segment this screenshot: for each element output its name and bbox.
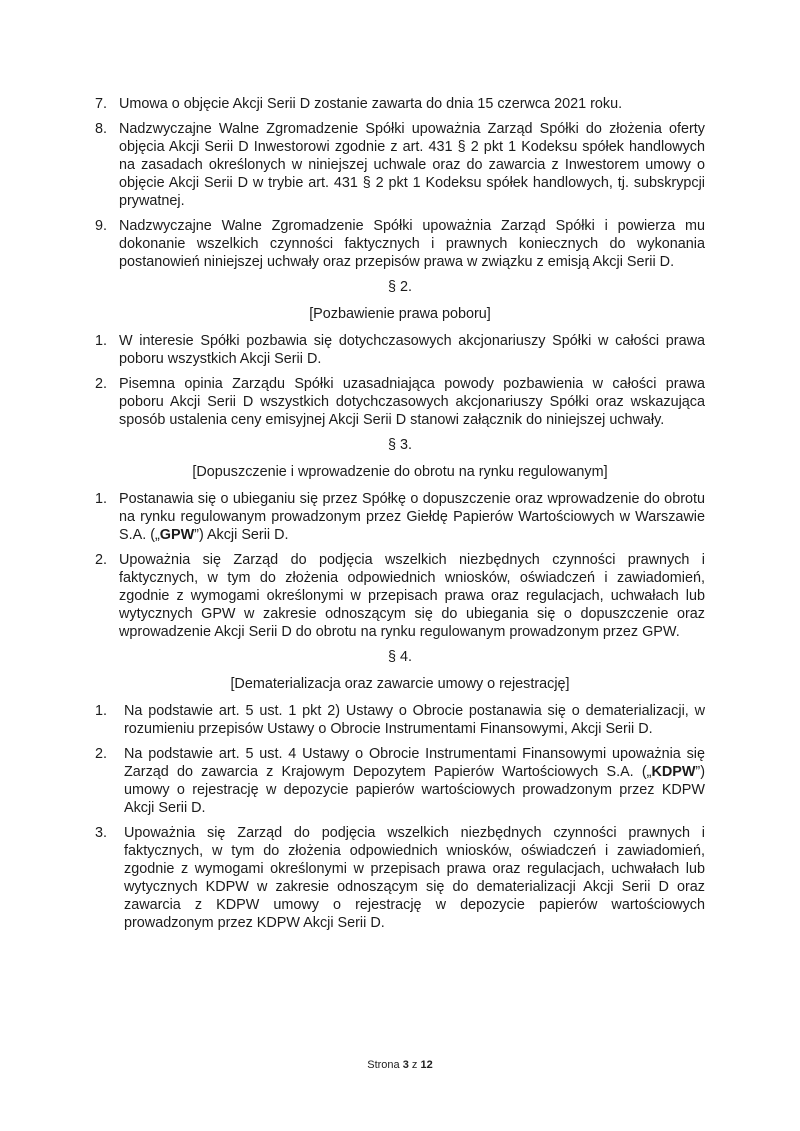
list-item: 2. Upoważnia się Zarząd do podjęcia wszelkich niezbędnych czynności prawnych i faktycznych, w tym do złożenia odpowiednich wniosków, oświadczeń i zawiadomień, zgodnie z wymogami określonymi w przepisach prawa oraz regulacjach, uchwałach lub wytycznych GPW w zakresie odnoszącym się do ubiegania się o dopuszczenie oraz wprowadzenie Akcji Serii D do obrotu na rynku regulowanym prowadzonym przez GPW. — [95, 552, 705, 640]
list-item: 7. Umowa o objęcie Akcji Serii D zostanie zawarta do dnia 15 czerwca 2021 roku. — [95, 96, 623, 112]
list-item: 2. Na podstawie art. 5 ust. 4 Ustawy o Obrocie Instrumentami Finansowymi upoważnia się Zarząd do zawarcia z Krajowym Depozytem Papierów Wartościowych S.A. („KDPW”) umowy o rejestrację w depozycie papierów wartościowych prowadzonym przez KDPW Akcji Serii D. — [95, 746, 705, 816]
section-4-number: § 4. — [387, 649, 412, 665]
page-label: Strona — [367, 1059, 400, 1071]
list-item: 1. Na podstawie art. 5 ust. 1 pkt 2) Ustawy o Obrocie postanawia się o dematerializacji, w rozumieniu przepisów Ustawy o Obrocie Instrumentami Finansowymi, Akcji Serii D. — [95, 703, 705, 737]
section-3-list — [95, 490, 705, 641]
section-4-title: [Dematerializacja oraz zawarcie umowy o rejestrację] — [230, 676, 570, 692]
section-1-list-tail — [95, 95, 705, 271]
list-item: 1. W interesie Spółki pozbawia się dotychczasowych akcjonariuszy Spółki w całości prawa poboru wszystkich Akcji Serii D. — [95, 333, 705, 367]
section-4-list — [95, 702, 705, 932]
list-item: 8. Nadzwyczajne Walne Zgromadzenie Spółki upoważnia Zarząd Spółki do złożenia oferty objęcia Akcji Serii D Inwestorowi zgodnie z art. 431 § 2 pkt 1 Kodeksu spółek handlowych na zasadach określonych w niniejszej uchwale oraz do zawarcia z Inwestorem umowy o objęcie Akcji Serii D w trybie art. 431 § 2 pkt 1 Kodeksu spółek handlowych, tj. subskrypcji prywatnej. — [95, 121, 705, 209]
document-body — [95, 95, 705, 939]
list-item: 9. Nadzwyczajne Walne Zgromadzenie Spółki upoważnia Zarząd Spółki i powierza mu dokonanie wszelkich czynności faktycznych i prawnych koniecznych do wykonania postanowień niniejszej uchwały oraz przepisów prawa w związku z emisją Akcji Serii D. — [95, 218, 705, 270]
page-footer — [0, 1059, 800, 1071]
current-page: 3 — [402, 1059, 409, 1071]
page-separator: z — [411, 1059, 418, 1071]
defined-term-kdpw: KDPW — [651, 764, 696, 780]
section-3-number: § 3. — [387, 437, 412, 453]
list-item: 1. Postanawia się o ubieganiu się przez Spółkę o dopuszczenie oraz wprowadzenie do obrotu na rynku regulowanym prowadzonym przez Giełdę Papierów Wartościowych w Warszawie S.A. („GPW”) Akcji Serii D. — [95, 491, 705, 543]
total-pages: 12 — [420, 1059, 433, 1071]
list-item: 3. Upoważnia się Zarząd do podjęcia wszelkich niezbędnych czynności prawnych i faktycznych, w tym do złożenia odpowiednich wniosków, oświadczeń i zawiadomień, zgodnie z wymogami określonymi w przepisach prawa oraz regulacjach, uchwałach lub wytycznych KDPW w zakresie odnoszącym się do dematerializacji Akcji Serii D oraz zawarcia z KDPW umowy o rejestrację w depozycie papierów wartościowych prowadzonym przez KDPW Akcji Serii D. — [95, 825, 705, 931]
section-2-number: § 2. — [387, 279, 412, 295]
list-item: 2. Pisemna opinia Zarządu Spółki uzasadniająca powody pozbawienia w całości prawa poboru Akcji Serii D wszystkich dotychczasowych akcjonariuszy Spółki oraz wskazująca sposób ustalenia ceny emisyjnej Akcji Serii D stanowi załącznik do niniejszej uchwały. — [95, 376, 705, 428]
section-2-list — [95, 332, 705, 429]
defined-term-gpw: GPW — [159, 527, 195, 543]
section-2-title: [Pozbawienie prawa poboru] — [309, 306, 491, 322]
section-3-title: [Dopuszczenie i wprowadzenie do obrotu na rynku regulowanym] — [192, 464, 608, 480]
